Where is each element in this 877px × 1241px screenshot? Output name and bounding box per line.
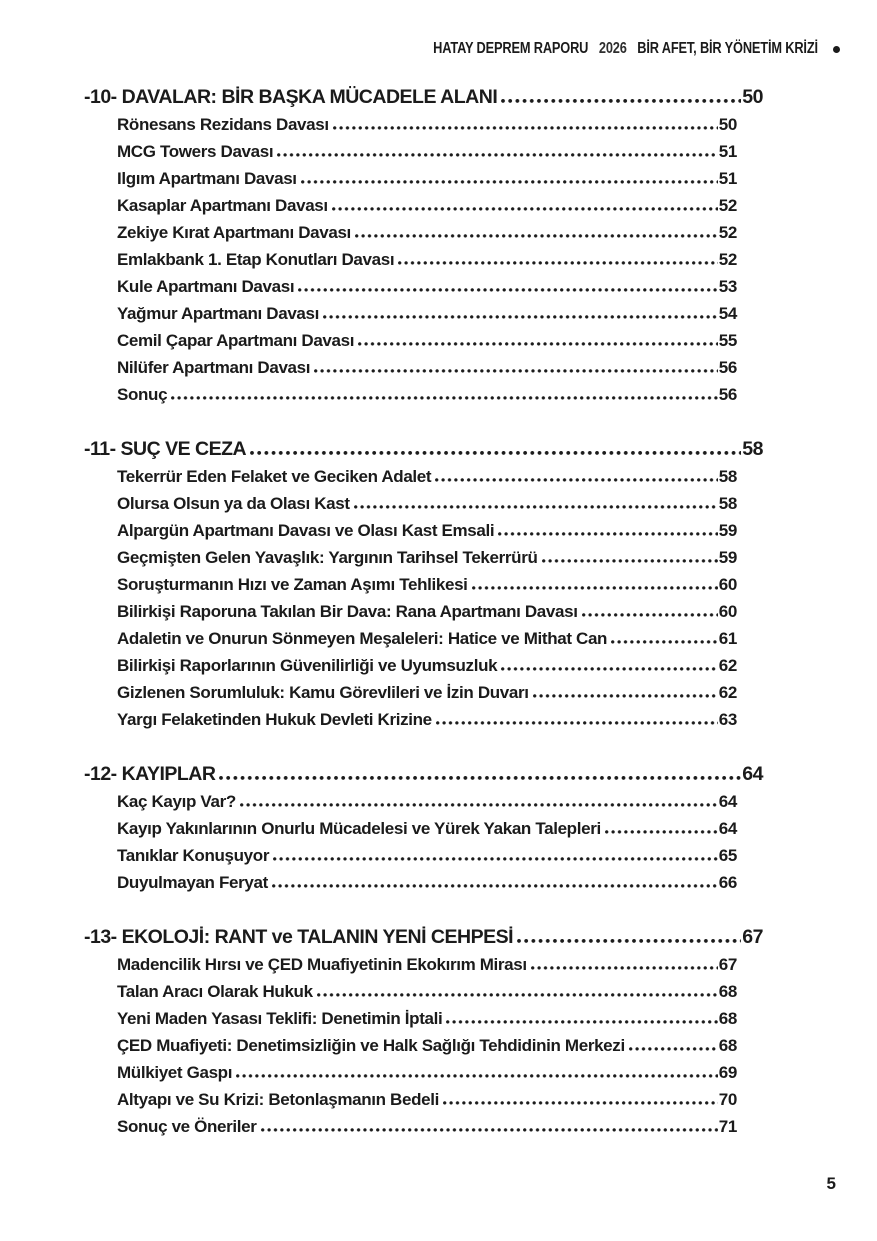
toc-section-heading [84,924,763,951]
header-report-name: HATAY DEPREM RAPORU [433,40,589,57]
item-page-number: 70 [718,1090,737,1109]
dot-leader [542,559,718,563]
dot-leader [323,315,718,319]
item-page-number: 62 [718,683,737,702]
toc-item [117,165,737,192]
dot-leader [435,478,718,482]
item-label: Kasaplar Apartmanı Davası [117,196,328,215]
dot-leader [219,776,741,780]
item-label: Sonuç ve Öneriler [117,1117,257,1136]
toc-item [117,300,737,327]
item-label: Kule Apartmanı Davası [117,277,295,296]
dot-leader [501,99,741,103]
toc-item [117,192,737,219]
item-label: Kayıp Yakınlarının Onurlu Mücadelesi ve Yürek Yakan Talepleri [117,819,601,838]
toc-section-heading [84,436,763,463]
dot-leader [531,966,718,970]
toc-item [117,327,737,354]
section-title: -13- EKOLOJİ: RANT ve TALANIN YENİ CEHPESİ [84,926,514,948]
item-label: Talan Aracı Olarak Hukuk [117,982,313,1001]
item-label: Cemil Çapar Apartmanı Davası [117,331,355,350]
dot-leader [171,396,718,400]
item-label: MCG Towers Davası [117,142,274,161]
dot-leader [277,153,718,157]
toc-item [117,381,737,408]
toc-item [117,1032,737,1059]
item-page-number: 55 [718,331,737,350]
item-page-number: 68 [718,1009,737,1028]
page-footer [827,1174,836,1194]
toc-item [117,978,737,1005]
dot-leader [629,1047,718,1051]
dot-leader [354,505,718,509]
dot-leader [250,451,741,455]
section-page-number: 50 [742,86,763,108]
item-page-number: 61 [718,629,737,648]
toc-item [117,138,737,165]
toc-section [84,436,763,733]
toc-item [117,598,737,625]
dot-leader [446,1020,717,1024]
header-subtitle: BİR AFET, BİR YÖNETİM KRİZİ [637,40,818,57]
dot-leader [605,830,718,834]
item-page-number: 50 [718,115,737,134]
toc-item [117,571,737,598]
section-items [84,463,763,733]
item-label: Rönesans Rezidans Davası [117,115,329,134]
item-label: Altyapı ve Su Krizi: Betonlaşmanın Bedeli [117,1090,439,1109]
dot-leader [273,857,718,861]
item-label: Nilüfer Apartmanı Davası [117,358,311,377]
item-label: Olursa Olsun ya da Olası Kast [117,494,350,513]
item-page-number: 56 [718,358,737,377]
item-page-number: 69 [718,1063,737,1082]
toc-item [117,652,737,679]
item-page-number: 52 [718,250,737,269]
item-label: Yağmur Apartmanı Davası [117,304,320,323]
toc-item [117,490,737,517]
item-label: Yargı Felaketinden Hukuk Devleti Krizine [117,710,432,729]
item-page-number: 51 [718,142,737,161]
item-page-number: 66 [718,873,737,892]
toc-item [117,354,737,381]
toc-item [117,1059,737,1086]
item-page-number: 64 [718,792,737,811]
item-page-number: 65 [718,846,737,865]
dot-leader [443,1101,718,1105]
toc-item [117,463,737,490]
item-label: Gizlenen Sorumluluk: Kamu Görevlileri ve İzin Duvarı [117,683,529,702]
item-page-number: 59 [718,521,737,540]
item-page-number: 58 [718,494,737,513]
dot-leader [358,342,718,346]
item-page-number: 63 [718,710,737,729]
toc-item [117,706,737,733]
section-items [84,951,763,1140]
item-label: Bilirkişi Raporuna Takılan Bir Dava: Rana Apartmanı Davası [117,602,578,621]
toc-section-heading [84,84,763,111]
item-page-number: 52 [718,223,737,242]
dot-leader [261,1128,718,1132]
dot-leader [317,993,718,997]
dot-leader [236,1074,718,1078]
dot-leader [472,586,718,590]
running-header [337,40,840,58]
item-label: Bilirkişi Raporlarının Güvenilirliği ve Uyumsuzluk [117,656,498,675]
item-page-number: 68 [718,1036,737,1055]
item-page-number: 56 [718,385,737,404]
section-page-number: 64 [742,763,763,785]
dot-leader [355,234,718,238]
dot-leader [240,803,718,807]
item-label: Yeni Maden Yasası Teklifi: Denetimin İptali [117,1009,443,1028]
item-label: Duyulmayan Feryat [117,873,268,892]
toc-item [117,842,737,869]
dot-leader [332,207,718,211]
dot-leader [436,721,718,725]
dot-leader [298,288,718,292]
item-label: Tekerrür Eden Felaket ve Geciken Adalet [117,467,432,486]
toc-item [117,1086,737,1113]
toc [84,84,763,1140]
item-page-number: 59 [718,548,737,567]
item-label: Alpargün Apartmanı Davası ve Olası Kast Emsali [117,521,495,540]
item-page-number: 60 [718,602,737,621]
dot-leader [533,694,718,698]
item-label: ÇED Muafiyeti: Denetimsizliğin ve Halk Sağlığı Tehdidinin Merkezi [117,1036,625,1055]
toc-item [117,788,737,815]
toc-item [117,273,737,300]
toc-item [117,625,737,652]
dot-leader [333,126,718,130]
item-label: Soruşturmanın Hızı ve Zaman Aşımı Tehlikesi [117,575,468,594]
item-page-number: 58 [718,467,737,486]
toc-item [117,815,737,842]
page-number: 5 [826,1174,836,1193]
dot-leader [611,640,718,644]
toc-item [117,951,737,978]
toc-item [117,544,737,571]
toc-item [117,246,737,273]
section-title: -12- KAYIPLAR [84,763,216,785]
toc-item [117,1113,737,1140]
section-page-number: 67 [742,926,763,948]
item-page-number: 62 [718,656,737,675]
item-label: Geçmişten Gelen Yavaşlık: Yargının Tarihsel Tekerrürü [117,548,538,567]
toc-item [117,869,737,896]
item-label: Emlakbank 1. Etap Konutları Davası [117,250,395,269]
dot-leader [582,613,718,617]
item-label: Ilgım Apartmanı Davası [117,169,297,188]
section-items [84,111,763,408]
item-label: Sonuç [117,385,168,404]
toc-section [84,761,763,896]
item-page-number: 51 [718,169,737,188]
toc-section [84,84,763,408]
section-title: -10- DAVALAR: BİR BAŞKA MÜCADELE ALANI [84,86,498,108]
header-year: 2026 [598,40,627,57]
item-page-number: 68 [718,982,737,1001]
item-page-number: 64 [718,819,737,838]
item-page-number: 67 [718,955,737,974]
item-label: Zekiye Kırat Apartmanı Davası [117,223,351,242]
dot-leader [501,667,718,671]
toc-item [117,1005,737,1032]
dot-leader [498,532,718,536]
item-page-number: 53 [718,277,737,296]
item-page-number: 54 [718,304,737,323]
dot-leader [301,180,718,184]
dot-leader [272,884,718,888]
item-label: Mülkiyet Gaspı [117,1063,233,1082]
dot-leader [517,939,741,943]
running-header-text [433,40,818,58]
item-page-number: 52 [718,196,737,215]
dot-leader [314,369,718,373]
section-title: -11- SUÇ VE CEZA [84,438,247,460]
toc-item [117,111,737,138]
item-label: Adaletin ve Onurun Sönmeyen Meşaleleri: Hatice ve Mithat Can [117,629,608,648]
section-page-number: 58 [742,438,763,460]
section-items [84,788,763,896]
toc-item [117,679,737,706]
bullet-icon [833,46,840,53]
toc-section [84,924,763,1140]
item-page-number: 71 [718,1117,737,1136]
toc-section-heading [84,761,763,788]
dot-leader [398,261,718,265]
item-page-number: 60 [718,575,737,594]
toc-item [117,219,737,246]
item-label: Tanıklar Konuşuyor [117,846,270,865]
item-label: Madencilik Hırsı ve ÇED Muafiyetinin Ekokırım Mirası [117,955,527,974]
toc-item [117,517,737,544]
item-label: Kaç Kayıp Var? [117,792,236,811]
